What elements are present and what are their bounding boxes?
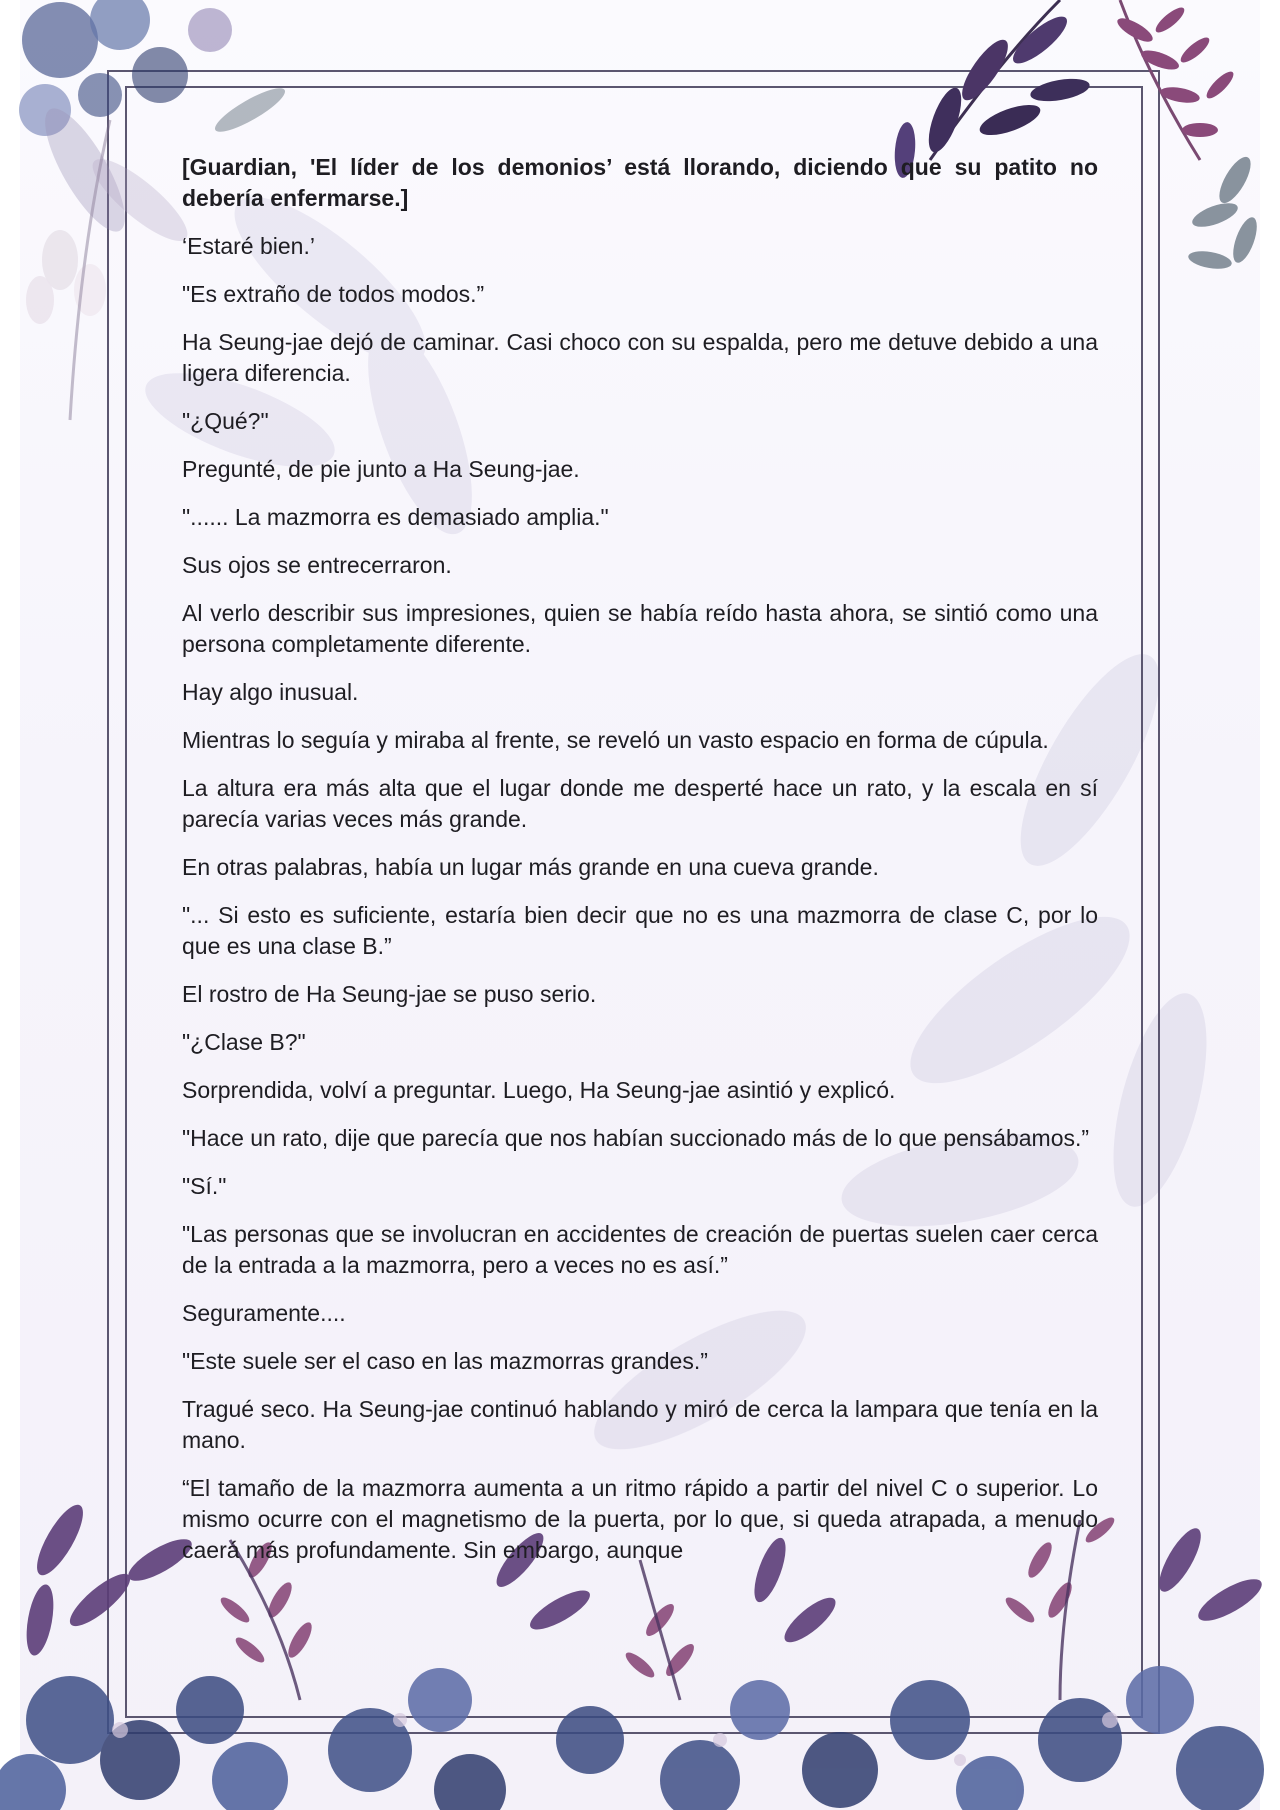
paragraph: Tragué seco. Ha Seung-jae continuó hablando y miró de cerca la lampara que tenía en la mano.: [182, 1396, 1098, 1453]
paragraph: "Es extraño de todos modos.”: [182, 281, 485, 307]
paragraph: [Guardian, 'El líder de los demonios’ está llorando, diciendo que su patito no debería enfermarse.]: [182, 154, 1098, 211]
paragraph: Sorprendida, volví a preguntar. Luego, Ha Seung-jae asintió y explicó.: [182, 1077, 896, 1103]
paragraph: "... Si esto es suficiente, estaría bien decir que no es una mazmorra de clase C, por lo que es una clase B.”: [182, 902, 1098, 959]
paragraph: El rostro de Ha Seung-jae se puso serio.: [182, 981, 597, 1007]
document-text: [182, 152, 1098, 1583]
paragraph: "Sí.": [182, 1173, 227, 1199]
paragraph: Seguramente....: [182, 1300, 346, 1326]
paragraph: "Las personas que se involucran en accidentes de creación de puertas suelen caer cerca de la entrada a la mazmorra, pero a veces no es así.”: [182, 1221, 1098, 1278]
paragraph: Sus ojos se entrecerraron.: [182, 552, 452, 578]
paragraph: "...... La mazmorra es demasiado amplia.": [182, 504, 609, 530]
paragraph: Ha Seung-jae dejó de caminar. Casi choco con su espalda, pero me detuve debido a una ligera diferencia.: [182, 329, 1098, 386]
paragraph: Mientras lo seguía y miraba al frente, se reveló un vasto espacio en forma de cúpula.: [182, 727, 1049, 753]
paragraph: Hay algo inusual.: [182, 679, 359, 705]
paragraph: "Este suele ser el caso en las mazmorras grandes.”: [182, 1348, 708, 1374]
paragraph: "¿Qué?": [182, 408, 269, 434]
paragraph: Al verlo describir sus impresiones, quien se había reído hasta ahora, se sintió como una persona completamente diferente.: [182, 600, 1098, 657]
paragraph: Pregunté, de pie junto a Ha Seung-jae.: [182, 456, 580, 482]
paragraph: "Hace un rato, dije que parecía que nos habían succionado más de lo que pensábamos.”: [182, 1125, 1090, 1151]
paragraph: “El tamaño de la mazmorra aumenta a un ritmo rápido a partir del nivel C o superior. Lo mismo ocurre con el magnetismo de la puerta, por lo que, si queda atrapada, a menudo caerá más profundamente. Sin embargo, aunque: [182, 1475, 1098, 1563]
paragraph: "¿Clase B?": [182, 1029, 306, 1055]
paragraph: ‘Estaré bien.’: [182, 233, 315, 259]
paragraph: La altura era más alta que el lugar donde me desperté hace un rato, y la escala en sí parecía varias veces más grande.: [182, 775, 1098, 832]
paragraph: En otras palabras, había un lugar más grande en una cueva grande.: [182, 854, 879, 880]
